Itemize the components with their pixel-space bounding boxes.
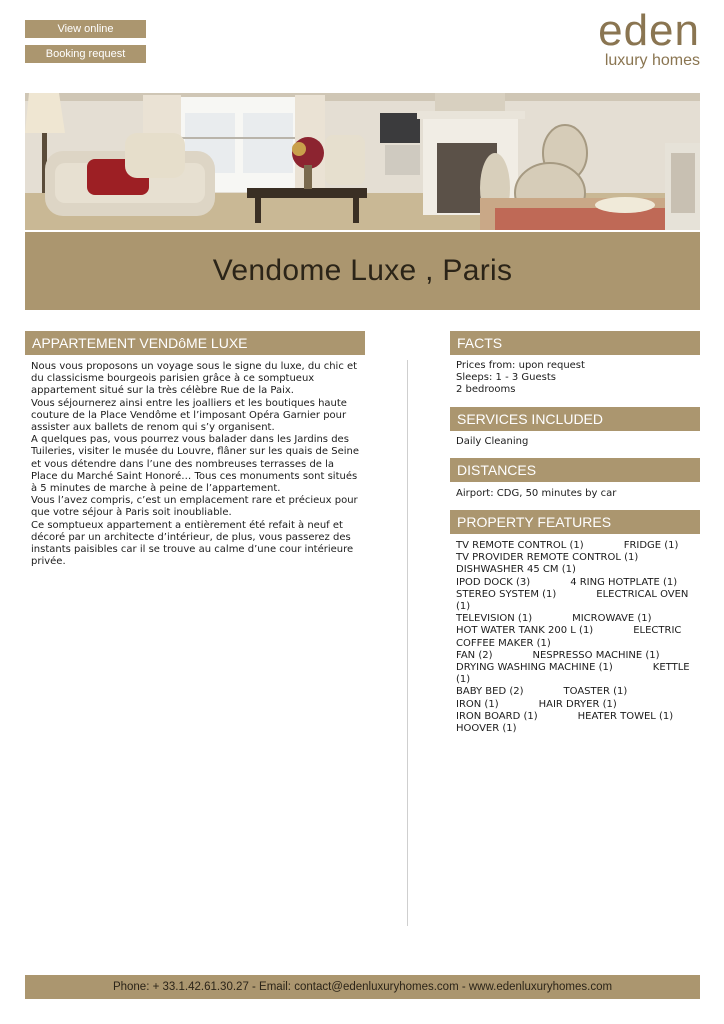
feature-item: IPOD DOCK (3) xyxy=(456,576,531,588)
facts-bedrooms: 2 bedrooms xyxy=(456,384,516,396)
feature-item: HOT WATER TANK 200 L (1) xyxy=(456,625,594,637)
feature-item: ELECTRIC COFFEE MAKER (1) xyxy=(456,625,682,649)
feature-item: TV PROVIDER REMOTE CONTROL (1) xyxy=(456,552,639,564)
services-list xyxy=(456,436,696,448)
features-heading: PROPERTY FEATURES xyxy=(450,510,700,534)
hero-photo xyxy=(25,93,700,230)
feature-item: BABY BED (2) xyxy=(456,686,524,698)
feature-item: HAIR DRYER (1) xyxy=(538,698,617,710)
distances-heading: DISTANCES xyxy=(450,458,700,482)
view-online-button[interactable]: View online xyxy=(25,20,146,38)
apartment-description xyxy=(31,361,361,568)
feature-item: TOASTER (1) xyxy=(563,686,628,698)
feature-item: TELEVISION (1) xyxy=(456,613,533,625)
feature-item: DISHWASHER 45 CM (1) xyxy=(456,564,576,576)
description-paragraph: Ce somptueux appartement a entièrement été refait à neuf et décoré par un architecte d’intérieur, de plus, vous passerez des instants paisibles car il se trouve au calme d’une cour intérieure privée. xyxy=(31,519,354,568)
description-paragraph: Vous séjournerez ainsi entre les joalliers et les boutiques haute couture de la Place Vendôme et l’imposant Opéra Garnier pour assister aux ballets de renom qui s’y organisent. xyxy=(31,397,347,434)
logo-tagline: luxury homes xyxy=(604,52,700,69)
column-divider xyxy=(407,360,408,926)
eden-logo[interactable] xyxy=(598,8,700,69)
feature-item: MICROWAVE (1) xyxy=(572,613,652,625)
distances-list xyxy=(456,488,696,500)
feature-item: FRIDGE (1) xyxy=(623,540,679,551)
logo-name: eden xyxy=(598,6,700,55)
feature-item: 4 RING HOTPLATE (1) xyxy=(570,576,678,588)
apartment-heading: APPARTEMENT VENDôME LUXE xyxy=(25,331,365,355)
page-title: Vendome Luxe , Paris xyxy=(212,254,513,287)
feature-item: STEREO SYSTEM (1) xyxy=(456,588,557,600)
feature-item: DRYING WASHING MACHINE (1) xyxy=(456,662,613,674)
feature-item: ELECTRICAL OVEN (1) xyxy=(456,588,689,613)
description-paragraph: Vous l’avez compris, c’est un emplacement rare et précieux pour que votre séjour à Paris soit inoubliable. xyxy=(31,495,358,519)
facts-heading: FACTS xyxy=(450,331,700,355)
footer-contact: Phone: + 33.1.42.61.30.27 - Email: contact@edenluxuryhomes.com - www.edenluxuryhomes.com xyxy=(25,975,700,999)
facts-list xyxy=(456,360,696,397)
facts-price: Prices from: upon request xyxy=(456,360,585,371)
facts-sleeps: Sleeps: 1 - 3 Guests xyxy=(456,372,556,384)
feature-item: FAN (2) xyxy=(456,649,493,661)
services-heading: SERVICES INCLUDED xyxy=(450,407,700,431)
feature-item: IRON BOARD (1) xyxy=(456,710,538,722)
feature-item: TV REMOTE CONTROL (1) xyxy=(456,540,584,551)
feature-item: KETTLE (1) xyxy=(456,662,690,686)
description-paragraph: Nous vous proposons un voyage sous le signe du luxe, du chic et du classicisme bourgeois parisien grâce à ce somptueux appartement situé sur la très célèbre Rue de la Paix. xyxy=(31,361,358,397)
booking-request-button[interactable]: Booking request xyxy=(25,45,146,63)
living-room-photo-icon xyxy=(25,93,700,230)
distance-item: Airport: CDG, 50 minutes by car xyxy=(456,488,617,499)
description-paragraph: A quelques pas, vous pourrez vous balader dans les Jardins des Tuileries, visiter le musée du Louvre, flâner sur les quais de Seine et vous détendre dans l’une des nombreuses terrasses de la Place du Marché Saint Honoré… Tous ces monuments sont situés à 5 minutes de marche à peine de l’appartement. xyxy=(31,434,360,495)
features-list xyxy=(456,540,696,735)
feature-item: NESPRESSO MACHINE (1) xyxy=(532,649,660,661)
feature-item: IRON (1) xyxy=(456,698,499,710)
feature-item: HOOVER (1) xyxy=(456,723,517,735)
feature-item: HEATER TOWEL (1) xyxy=(577,710,674,722)
title-band xyxy=(25,232,700,310)
service-item: Daily Cleaning xyxy=(456,436,529,447)
